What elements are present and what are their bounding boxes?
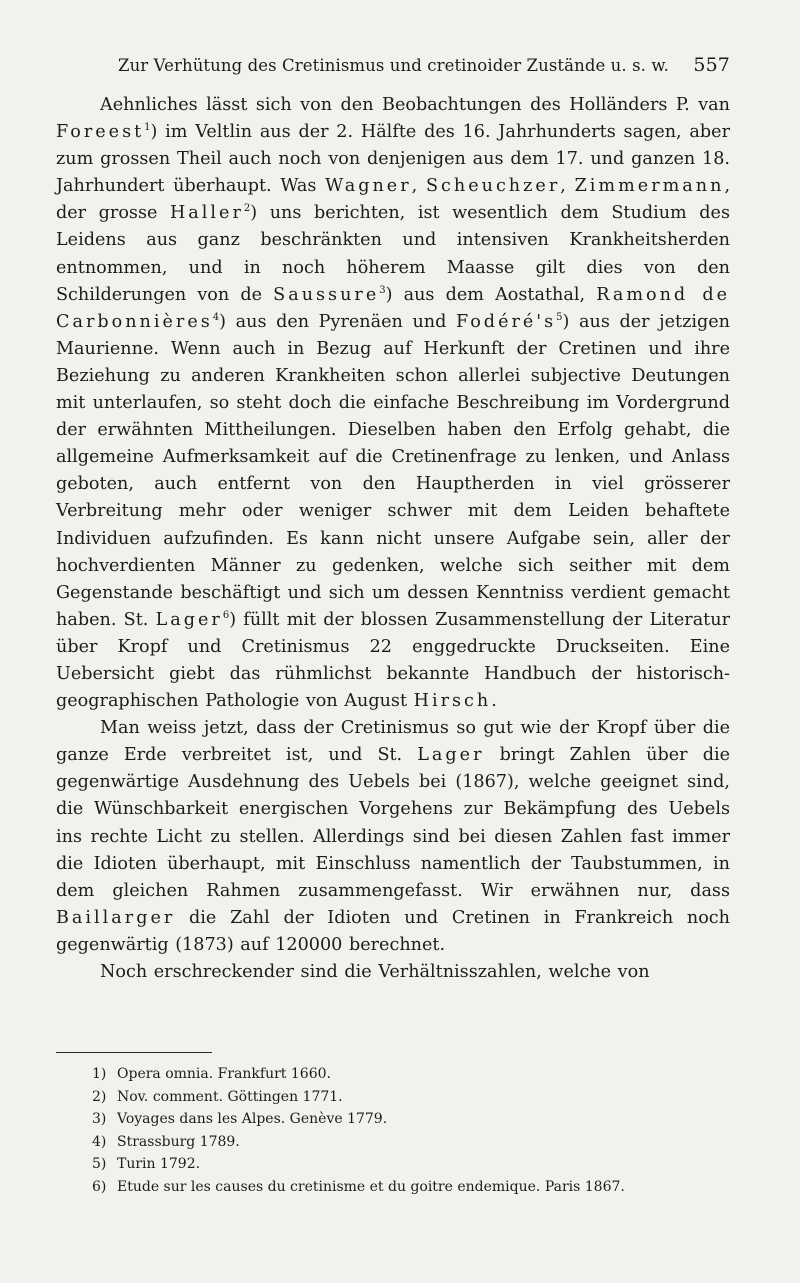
footnote-text: Opera omnia. Frankfurt 1660.: [117, 1066, 331, 1082]
footnote-number: 4): [92, 1133, 107, 1150]
spaced-name: Wagner: [325, 176, 412, 197]
spaced-name: Saussure: [273, 284, 380, 305]
footnote: [92, 1086, 730, 1109]
footnote: [92, 1153, 730, 1176]
spaced-name: Zimmermann: [574, 176, 725, 197]
text-run: ) füllt mit der blossen Zusammenstellung der Literatur über Kropf und Cretinismus 22 enggedruckte Druckseiten. Eine Uebersicht giebt das rühmlichst bekannte Handbuch der historisch-geographischen Pathologie von August: [56, 609, 730, 712]
footnote: [92, 1063, 730, 1086]
page-number: 557: [693, 54, 730, 76]
footnote-text: Turin 1792.: [117, 1156, 201, 1172]
text-run: ,: [560, 176, 575, 197]
footnote-ref: 1: [144, 122, 151, 134]
text-run: ) aus dem Aostathal,: [385, 284, 597, 305]
spaced-name: Ramond de Carbonnières: [56, 284, 730, 332]
running-header: [118, 54, 730, 76]
text-run: ,: [411, 176, 426, 197]
footnote-number: 5): [92, 1156, 107, 1172]
spaced-name: Hirsch: [413, 691, 492, 712]
text-run: Man weiss jetzt, dass der Cretinismus so gut wie der Kropf über die ganze Erde verbreitet ist, und St.: [56, 718, 730, 766]
footnote-text: Voyages dans les Alpes. Genève 1779.: [117, 1111, 388, 1127]
paragraph: [56, 959, 730, 986]
running-title: Zur Verhütung des Cretinismus und cretinoider Zustände u. s. w.: [118, 56, 669, 75]
text-run: bringt Zahlen über die gegenwärtige Ausdehnung des Uebels bei (1867), welche geeignet sind, die Wünschbarkeit energischen Vorgehens zur Bekämpfung des Uebels ins rechte Licht zu stellen. Allerdings sind bei diesen Zahlen fast immer die Idioten überhaupt, mit Einschluss namentlich der Taubstummen, in dem gleichen Rahmen zusammengefasst. Wir erwähnen nur, dass: [56, 745, 730, 901]
spaced-name: Fodéré's: [455, 311, 557, 332]
footnote-number: 6): [92, 1178, 107, 1195]
footnote-ref: 2: [243, 203, 251, 215]
spaced-name: Lager: [155, 609, 223, 630]
spaced-name: Scheuchzer: [425, 176, 561, 197]
footnote-text: Strassburg 1789.: [117, 1133, 240, 1150]
body-text: [56, 92, 730, 986]
text-run: Noch erschreckender sind die Verhältnisszahlen, welche von: [100, 962, 650, 982]
footnote-ref: 6: [222, 609, 230, 621]
footnote-ref: 5: [556, 311, 563, 323]
footnote: [92, 1176, 730, 1199]
footnote-text: Etude sur les causes du cretinisme et du goitre endemique. Paris 1867.: [117, 1178, 625, 1195]
text-run: , der grosse: [56, 176, 731, 224]
footnote-number: 2): [92, 1088, 107, 1105]
text-run: die Zahl der Idioten und Cretinen in Frankreich noch gegenwärtig (1873) auf 120000 berechnet.: [56, 907, 730, 955]
footnote-text: Nov. comment. Göttingen 1771.: [117, 1088, 343, 1105]
footnote-number: 1): [92, 1066, 107, 1082]
text-run: ) im Veltlin aus der 2. Hälfte des 16. Jahrhunderts sagen, aber zum grossen Theil auch noch von denjenigen aus dem 17. und ganzen 18. Jahrhundert überhaupt. Was: [56, 122, 730, 197]
text-run: ) aus der jetzigen Maurienne. Wenn auch in Bezug auf Herkunft der Cretinen und ihre Beziehung zu anderen Krankheiten schon allerlei subjective Deutungen mit unterlaufen, so steht doch die einfache Beschreibung im Vordergrund der erwähnten Mittheilungen. Dieselben haben den Erfolg gehabt, die allgemeine Aufmerksamkeit auf die Cretinenfrage zu lenken, und Anlass geboten, auch entfernt von den Hauptherden in viel grösserer Verbreitung mehr oder weniger schwer mit dem Leiden behaftete Individuen aufzufinden. Es kann nicht unsere Aufgabe sein, aller der hochverdienten Männer zu gedenken, welche sich seither mit dem Gegenstande beschäftigt und sich um dessen Kenntniss verdient gemacht haben. St.: [56, 311, 730, 630]
footnotes: [92, 1063, 730, 1198]
footnote-separator: [56, 1052, 212, 1053]
text-run: ) uns berichten, ist wesentlich dem Studium des Leidens aus ganz beschränkten und intensiven Krankheitsherden entnommen, und in noch höherem Maasse gilt dies von den Schilderungen von de: [56, 203, 730, 305]
footnote-ref: 4: [212, 311, 220, 323]
paragraph: [56, 92, 730, 715]
text-run: Aehnliches lässt sich von den Beobachtungen des Holländers P. van: [100, 95, 730, 115]
text-run: .: [491, 691, 497, 712]
spaced-name: Haller: [169, 203, 244, 224]
footnote-number: 3): [92, 1111, 107, 1127]
paragraph: [56, 715, 730, 959]
footnote: [92, 1131, 730, 1154]
text-run: ) aus den Pyrenäen und: [219, 311, 456, 332]
spaced-name: Baillarger: [56, 907, 176, 928]
footnote-ref: 3: [379, 284, 386, 296]
spaced-name: Lager: [417, 745, 485, 766]
footnote: [92, 1108, 730, 1131]
spaced-name: Foreest: [56, 122, 145, 143]
